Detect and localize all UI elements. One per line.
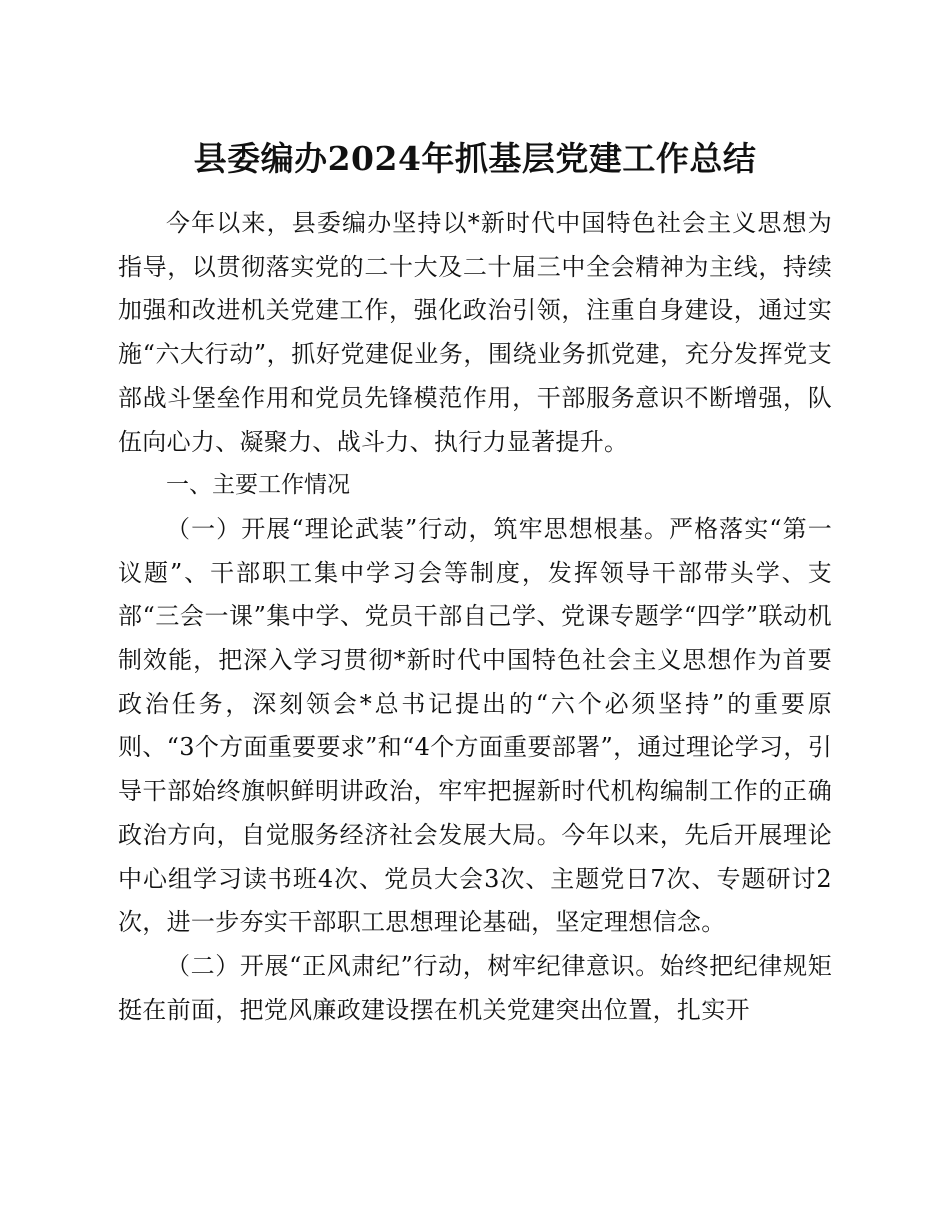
intro-paragraph: 今年以来，县委编办坚持以*新时代中国特色社会主义思想为指导，以贯彻落实党的二十大及二十届三中全会精神为主线，持续加强和改进机关党建工作，强化政治引领，注重自身建设，通过实施“六大行动”，抓好党建促业务，围绕业务抓党建，充分发挥党支部战斗堡垒作用和党员先锋模范作用，干部服务意识不断增强，队伍向心力、凝聚力、战斗力、执行力显著提升。 [118,209,832,456]
document-title: 县委编办2024年抓基层党建工作总结 [193,139,757,178]
paragraph-discipline: （二）开展“正风肃纪”行动，树牢纪律意识。始终把纪律规矩挺在前面，把党风廉政建设摆在机关党建突出位置，扎实开 [118,951,832,1024]
section-heading-main-work: 一、主要工作情况 [166,472,350,499]
paragraph-theory-armament: （一）开展“理论武装”行动，筑牢思想根基。严格落实“第一议题”、干部职工集中学习会等制度，发挥领导干部带头学、支部“三会一课”集中学、党员干部自己学、党课专题学“四学”联动机制效能，把深入学习贯彻*新时代中国特色社会主义思想作为首要政治任务，深刻领会*总书记提出的“六个必须坚持”的重要原则、“3个方面重要要求”和“4个方面重要部署”，通过理论学习，引导干部始终旗帜鲜明讲政治，牢牢把握新时代机构编制工作的正确政治方向，自觉服务经济社会发展大局。今年以来，先后开展理论中心组学习读书班4次、党员大会3次、主题党日7次、专题研讨2次，进一步夯实干部职工思想理论基础，坚定理想信念。 [118,514,832,937]
